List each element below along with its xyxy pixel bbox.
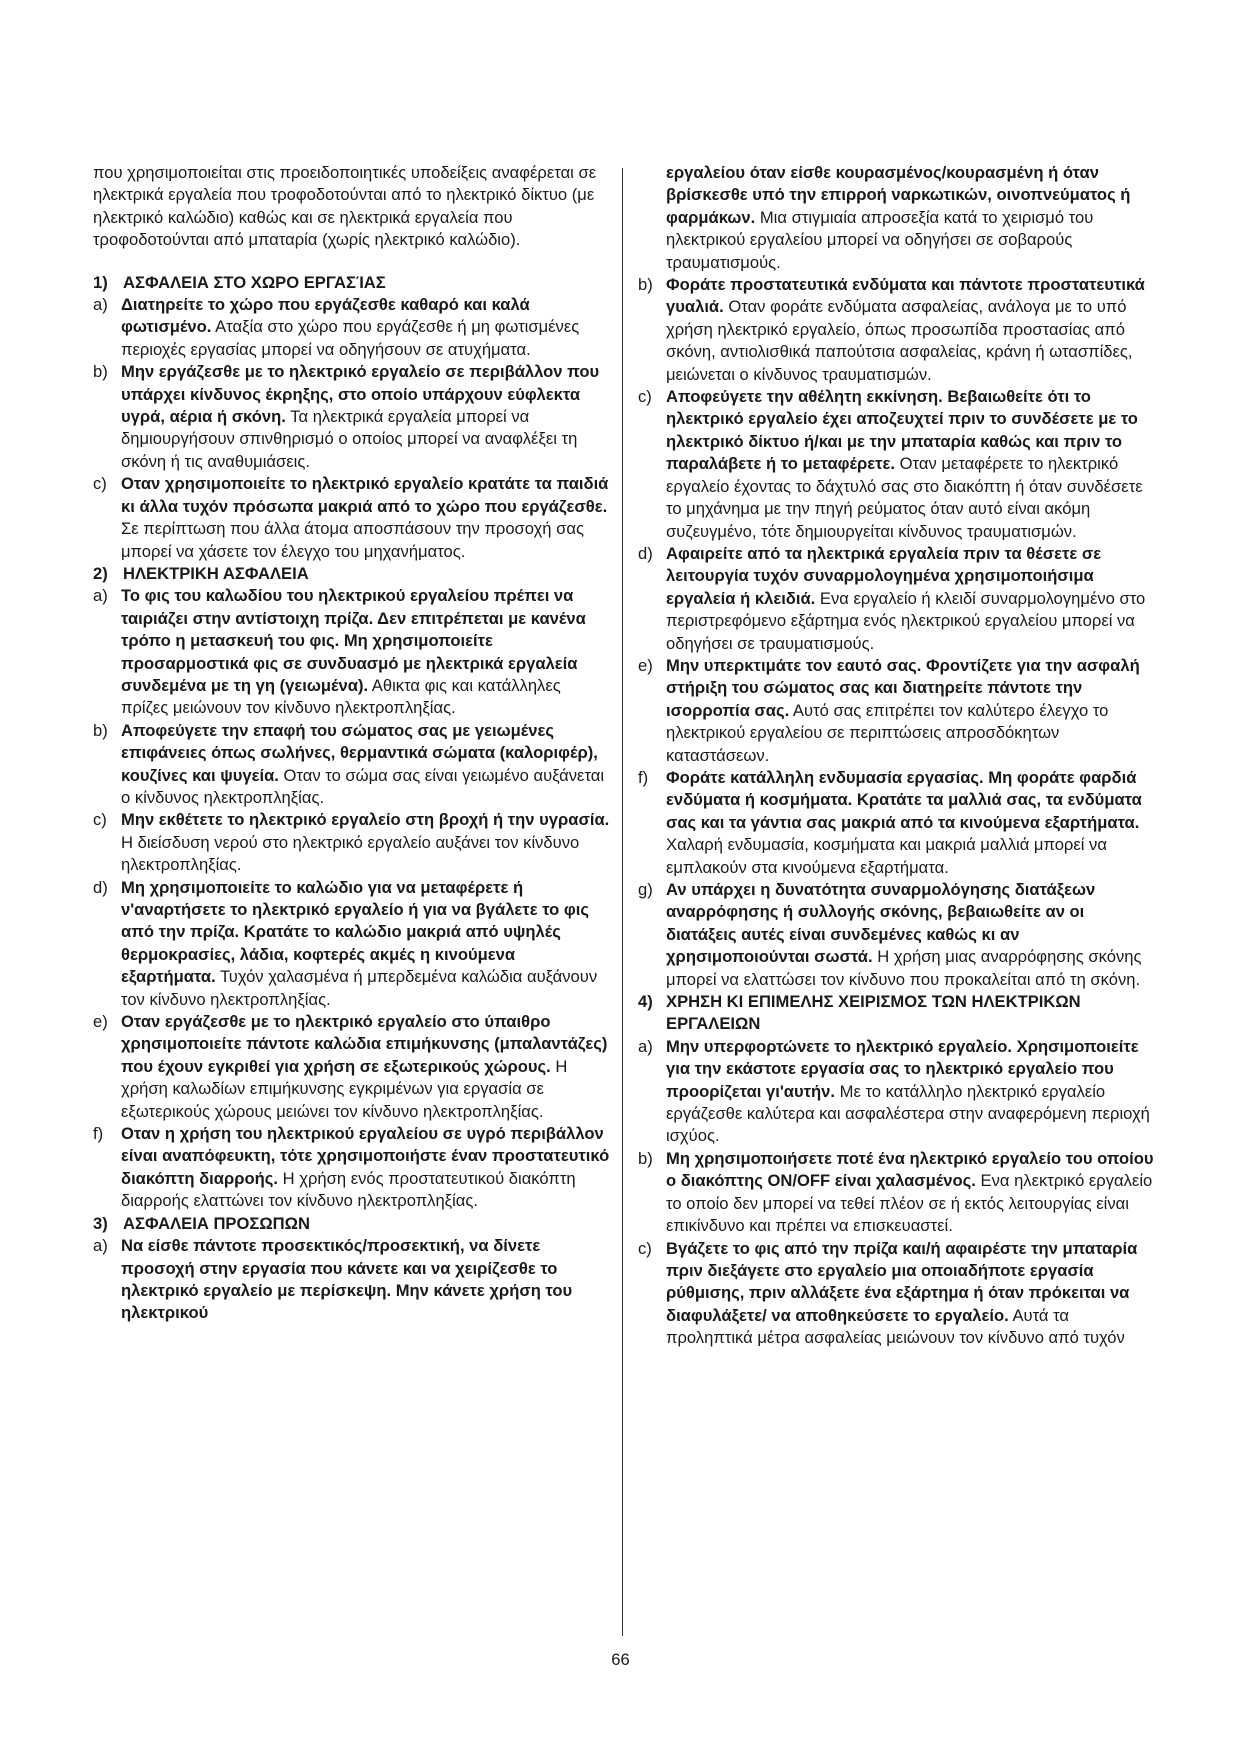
section-heading: 1) ΑΣΦΑΛΕΙΑ ΣΤΟ ΧΩΡΟ ΕΡΓΑΣΊΑΣ: [93, 272, 386, 292]
list-item: b) Φοράτε προστατευτικά ενδύματα και πάντοτε προστατευτικά γυαλιά. Οταν φοράτε ενδύματα ασφαλείας, ανάλογα με το υπό χρήση ηλεκτρικό εργαλείο, όπως προσωπίδα προστασίας από σκόνη, αντιολισθικά παπούτσια ασφαλείας, κράνη ή ωτασπίδες, μειώνεται ο κίνδυνος τραυματισμών.: [638, 275, 1145, 384]
list-item: c) Οταν χρησιμοποιείτε το ηλεκτρικό εργαλείο κρατάτε τα παιδιά κι άλλα τυχόν πρόσωπα μακριά από το χώρο που εργάζεσθε. Σε περίπτωση που άλλα άτομα αποσπάσουν την προσοχή σας μπορεί να χάσετε τον έλεγχο του μηχανήματος.: [93, 474, 609, 561]
list-item-continuation: εργαλείου όταν είσθε κουρασμένος/κουρασμένη ή όταν βρίσκεσθε υπό την επιρροή ναρκωτικών, οινοπνεύματος ή φαρμάκων. Μια στιγμιαία απροσεξία κατά το χειρισμό του ηλεκτρικού εργαλείου μπορεί να οδηγήσει σε σοβαρούς τραυματισμούς.: [666, 163, 1131, 272]
list-item: f) Οταν η χρήση του ηλεκτρικού εργαλείου σε υγρό περιβάλλον είναι αναπόφευκτη, τότε χρησιμοποιήστε έναν προστατευτικό διακόπτη διαρροής. Η χρήση ενός προστατευτικού διακόπτη διαρροής ελαττώνει τον κίνδυνο ηλεκτροπληξίας.: [93, 1124, 610, 1211]
column-divider: [622, 168, 623, 1636]
left-column: [93, 162, 611, 1325]
list-item: d) Αφαιρείτε από τα ηλεκτρικά εργαλεία πριν τα θέσετε σε λειτουργία τυχόν συναρμολογημένα χρησιμοποιήσιμα εργαλεία ή κλειδιά. Ενα εργαλείο ή κλειδί συναρμολογημένο στο περιστρεφόμενο εξάρτημα ενός ηλεκτρικού εργαλείου μπορεί να οδηγήσει σε τραυματισμούς.: [638, 543, 1146, 653]
list-item: e) Μην υπερκτιμάτε τον εαυτό σας. Φροντίζετε για την ασφαλή στήριξη του σώματος σας και διατηρείτε πάντοτε την ισορροπία σας. Αυτό σας επιτρέπει τον καλύτερο έλεγχο το ηλεκτρικού εργαλείου σε περιπτώσεις απροσδόκητων καταστάσεων.: [638, 655, 1140, 765]
list-item: a) Το φις του καλωδίου του ηλεκτρικού εργαλείου πρέπει να ταιριάζει στην αντίστοιχη πρίζα. Δεν επιτρέπεται με κανένα τρόπο η μετασκευή του φις. Μη χρησιμοποιείτε προσαρμοστικά φις σε συνδυασμό με ηλεκτρικά εργαλεία συνδεμένα με τη γη (γειωμένα). Αθικτα φις και κατάλληλες πρίζες μειώνουν τον κίνδυνο ηλεκτροπληξίας.: [93, 586, 586, 718]
section-heading: 3) ΑΣΦΑΛΕΙΑ ΠΡΟΣΩΠΩΝ: [93, 1213, 310, 1233]
page-number: 66: [611, 1650, 630, 1669]
list-item: a) Να είσθε πάντοτε προσεκτικός/προσεκτική, να δίνετε προσοχή στην εργασία που κάνετε και να χειρίζεσθε το ηλεκτρικό εργαλείο με περίσκεψη. Μην κάνετε χρήση του ηλεκτρικού: [93, 1236, 573, 1323]
intro-paragraph: που χρησιμοποιείται στις προειδοποιητικές υποδείξεις αναφέρεται σε ηλεκτρικά εργαλεία που τροφοδοτούνται από το ηλεκτρικό δίκτυο (με ηλεκτρικό καλώδιο) καθώς και σε ηλεκτρικά εργαλεία που τροφοδοτούνται από μπαταρία (χωρίς ηλεκτρικό καλώδιο).: [93, 163, 597, 250]
section-heading: 4) ΧΡΗΣΗ ΚΙ ΕΠΙΜΕΛΗΣ ΧΕΙΡΙΣΜΟΣ ΤΩΝ ΗΛΕΚΤΡΙΚΩΝ ΕΡΓΑΛΕΙΩΝ: [638, 992, 1081, 1034]
list-item: b) Μη χρησιμοποιήσετε ποτέ ένα ηλεκτρικό εργαλείο του οποίου ο διακόπτης ON/OFF είναι χαλασμένος. Ενα ηλεκτρικό εργαλείο το οποίο δεν μπορεί να τεθεί πλέον σε ή εκτός λειτουργίας είναι επικίνδυνο και πρέπει να επισκευαστεί.: [638, 1148, 1154, 1236]
list-item: f) Φοράτε κατάλληλη ενδυμασία εργασίας. Μη φοράτε φαρδιά ενδύματα ή κοσμήματα. Κρατάτε τα μαλλιά σας, τα ενδύματα σας και τα γάντια σας μακριά από τα κινούμενα εξαρτήματα. Χαλαρή ενδυμασία, κοσμήματα και μακριά μαλλιά μπορεί να εμπλακούν στα κινούμενα εξαρτήματα.: [638, 767, 1142, 877]
list-item: b) Αποφεύγετε την επαφή του σώματος σας με γειωμένες επιφάνειες όπως σωλήνες, θερμαντικά σώματα (καλοριφέρ), κουζίνες και ψυγεία. Οταν το σώμα σας είναι γειωμένο αυξάνεται ο κίνδυνος ηλεκτροπληξίας.: [93, 720, 605, 807]
list-item: g) Αν υπάρχει η δυνατότητα συναρμολόγησης διατάξεων αναρρόφησης ή συλλογής σκόνης, βεβαιωθείτε αν οι διατάξεις αυτές είναι συνδεμένες καθώς κι αν χρησιμοποιούνται σωστά. Η χρήση μιας αναρρόφησης σκόνης μπορεί να ελαττώσει τον κίνδυνο που προκαλείται από τη σκόνη.: [638, 880, 1142, 989]
right-column: [638, 162, 1155, 1350]
list-item: b) Μην εργάζεσθε με το ηλεκτρικό εργαλείο σε περιβάλλον που υπάρχει κίνδυνος έκρηξης, στο οποίο υπάρχουν εύφλεκτα υγρά, αέρια ή σκόνη. Τα ηλεκτρικά εργαλεία μπορεί να δημιουργήσουν σπινθηρισμό ο οποίος μπορεί να αναφλέξει τη σκόνη ή τις αναθυμιάσεις.: [93, 362, 600, 471]
list-item: c) Βγάζετε το φις από την πρίζα και/ή αφαιρέστε την μπαταρία πριν διεξάγετε στο εργαλείο μια οποιαδήποτε εργασία ρύθμισης, πριν αλλάξετε ένα εξάρτημα ή όταν πρόκειται να διαφυλάξετε/ να αποθηκεύσετε το εργαλείο. Αυτά τα προληπτικά μέτρα ασφαλείας μειώνουν τον κίνδυνο από τυχόν: [638, 1238, 1138, 1348]
list-item: d) Μη χρησιμοποιείτε το καλώδιο για να μεταφέρετε ή ν'αναρτήσετε το ηλεκτρικό εργαλείο ή για να βγάλετε το φις από την πρίζα. Κρατάτε το καλώδιο μακριά από υψηλές θερμοκρασίες, λάδια, κοφτερές ακμές η κινούμενα εξαρτήματα. Τυχόν χαλασμένα ή μπερδεμένα καλώδια αυξάνουν τον κίνδυνο ηλεκτροπληξίας.: [93, 877, 598, 1009]
list-item: c) Αποφεύγετε την αθέλητη εκκίνηση. Βεβαιωθείτε ότι το ηλεκτρικό εργαλείο έχει αποζευχτεί πριν το συνδέσετε με το ηλεκτρικό δίκτυο ή/και με την μπαταρία καθώς και πριν το παραλάβετε ή το μεταφέρετε. Οταν μεταφέρετε το ηλεκτρικό εργαλείο έχοντας το δάχτυλό σας στο διακόπτη ή όταν συνδέσετε το μηχάνημα με την πηγή ρεύματος όταν αυτό είναι ακόμη συζευγμένο, τότε δημιουργείται κίνδυνος τραυματισμών.: [638, 387, 1143, 541]
list-item: a) Μην υπερφορτώνετε το ηλεκτρικό εργαλείο. Χρησιμοποιείτε για την εκάστοτε εργασία σας το ηλεκτρικό εργαλείο που προορίζεται γι'αυτήν. Με το κατάλληλο ηλεκτρικό εργαλείο εργάζεσθε καλύτερα και ασφαλέστερα στην αναφερόμενη περιοχή ισχύος.: [638, 1036, 1150, 1146]
list-item: c) Μην εκθέτετε το ηλεκτρικό εργαλείο στη βροχή ή την υγρασία. Η διείσδυση νερού στο ηλεκτρικό εργαλείο αυξάνει τον κίνδυνο ηλεκτροπληξίας.: [93, 810, 610, 875]
list-item: a) Διατηρείτε το χώρο που εργάζεσθε καθαρό και καλά φωτισμένο. Αταξία στο χώρο που εργάζεσθε ή μη φωτισμένες περιοχές εργασίας μπορεί να οδηγήσουν σε ατυχήματα.: [93, 295, 580, 359]
list-item: e) Οταν εργάζεσθε με το ηλεκτρικό εργαλείο στο ύπαιθρο χρησιμοποιείτε πάντοτε καλώδια επιμήκυνσης (μπαλαντάζες) που έχουν εγκριθεί για χρήση σε εξωτερικούς χώρους. Η χρήση καλωδίων επιμήκυνσης εγκριμένων για εργασία σε εξωτερικούς χώρους μειώνει τον κίνδυνο ηλεκτροπληξίας.: [93, 1012, 608, 1121]
section-heading: 2) ΗΛΕΚΤΡΙΚΗ ΑΣΦΑΛΕΙΑ: [93, 563, 309, 583]
